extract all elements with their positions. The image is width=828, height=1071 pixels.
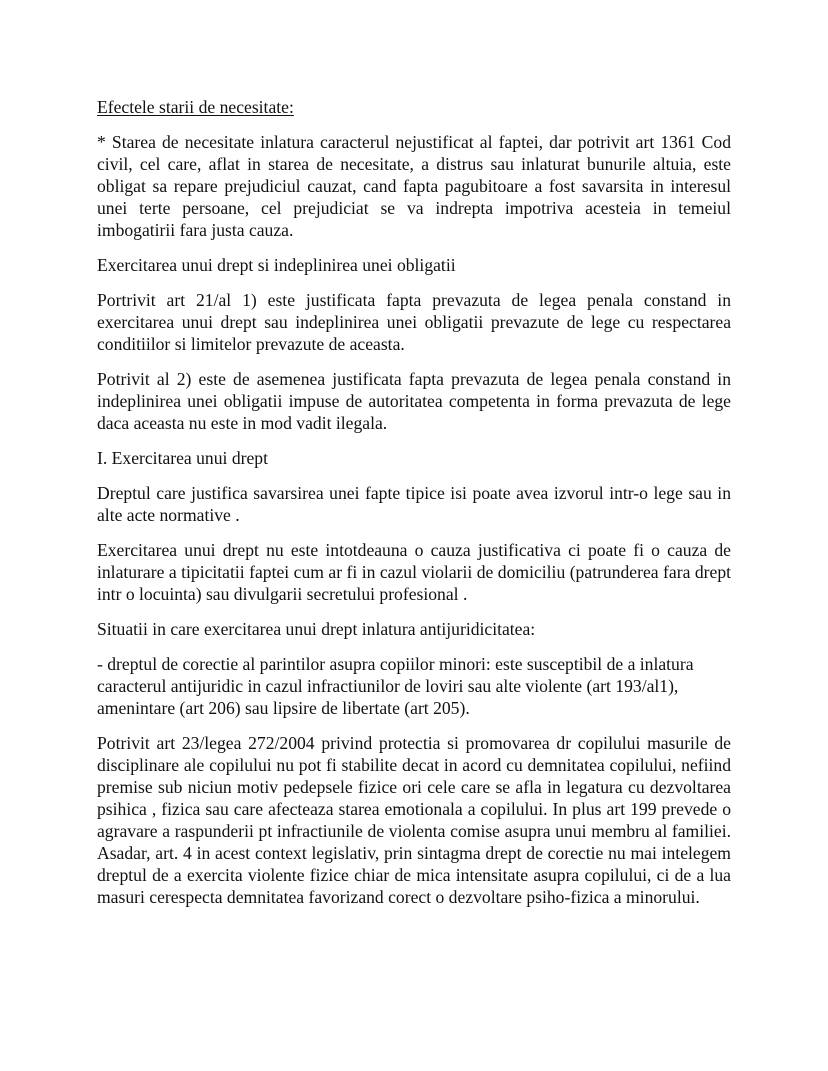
paragraph-al2: Potrivit al 2) este de asemenea justificata fapta prevazuta de legea penala constand in indeplinirea unei obligatii impuse de autoritatea competenta in forma prevazuta de lege daca aceasta nu este in mod vadit ilegala. [97, 369, 731, 433]
document-page [97, 96, 731, 921]
subheading-exercise-right-obligation: Exercitarea unui drept si indeplinirea unei obligatii [97, 255, 456, 275]
paragraph-correction-right: - dreptul de corectie al parintilor asupra copiilor minori: este susceptibil de a inlatura caracterul antijuridic in cazul infractiunilor de loviri sau alte violente (art 193/al1), amenintare (art 206) sau lipsire de libertate (art 205). [97, 654, 694, 718]
paragraph-art21-al1: Portrivit art 21/al 1) este justificata fapta prevazuta de legea penala constand in exercitarea unui drept sau indeplinirea unei obligatii prevazute de lege cu respectarea conditiilor si limitelor prevazute de aceasta. [97, 290, 731, 354]
section-heading: Efectele starii de necesitate: [97, 97, 294, 117]
subheading-exercise-right: I. Exercitarea unui drept [97, 448, 268, 468]
paragraph-law-272-2004: Potrivit art 23/legea 272/2004 privind protectia si promovarea dr copilului masurile de disciplinare ale copilului nu pot fi stabilite decat in acord cu demnitatea copilului, nefiind premise sub niciun motiv pedepsele fizice ori cele care se afla in legatura cu dezvoltarea psihica , fizica sau care afecteaza starea emotionala a copilului. In plus art 199 prevede o agravare a raspunderii pt infractiunile de violenta comise asupra unui membru al familiei. Asadar, art. 4 in acest context legislativ, prin sintagma drept de corectie nu mai intelegem dreptul de a exercita violente fizice chiar de mica intensitate asupra copilului, ci de a lua masuri cerespecta demnitatea favorizand corect o dezvoltare psiho-fizica a minorului. [97, 733, 731, 907]
paragraph-right-not-justification: Exercitarea unui drept nu este intotdeauna o cauza justificativa ci poate fi o cauza de inlaturare a tipicitatii faptei cum ar fi in cazul violarii de domiciliu (patrunderea fara drept intr o locuinta) sau divulgarii secretului profesional . [97, 540, 731, 604]
paragraph-necessity-effects: * Starea de necesitate inlatura caracterul nejustificat al faptei, dar potrivit art 1361 Cod civil, cel care, aflat in starea de necesitate, a distrus sau inlaturat bunurile altuia, este obligat sa repare prejudiciul cauzat, cand fapta pagubitoare a fost savarsita in interesul unei terte persoane, cel prejudiciat se va indrepta impotriva acesteia in temeiul imbogatirii fara justa cauza. [97, 132, 731, 240]
paragraph-right-source: Dreptul care justifica savarsirea unei fapte tipice isi poate avea izvorul intr-o lege sau in alte acte normative . [97, 483, 731, 525]
paragraph-situations-heading: Situatii in care exercitarea unui drept inlatura antijuridicitatea: [97, 619, 536, 639]
